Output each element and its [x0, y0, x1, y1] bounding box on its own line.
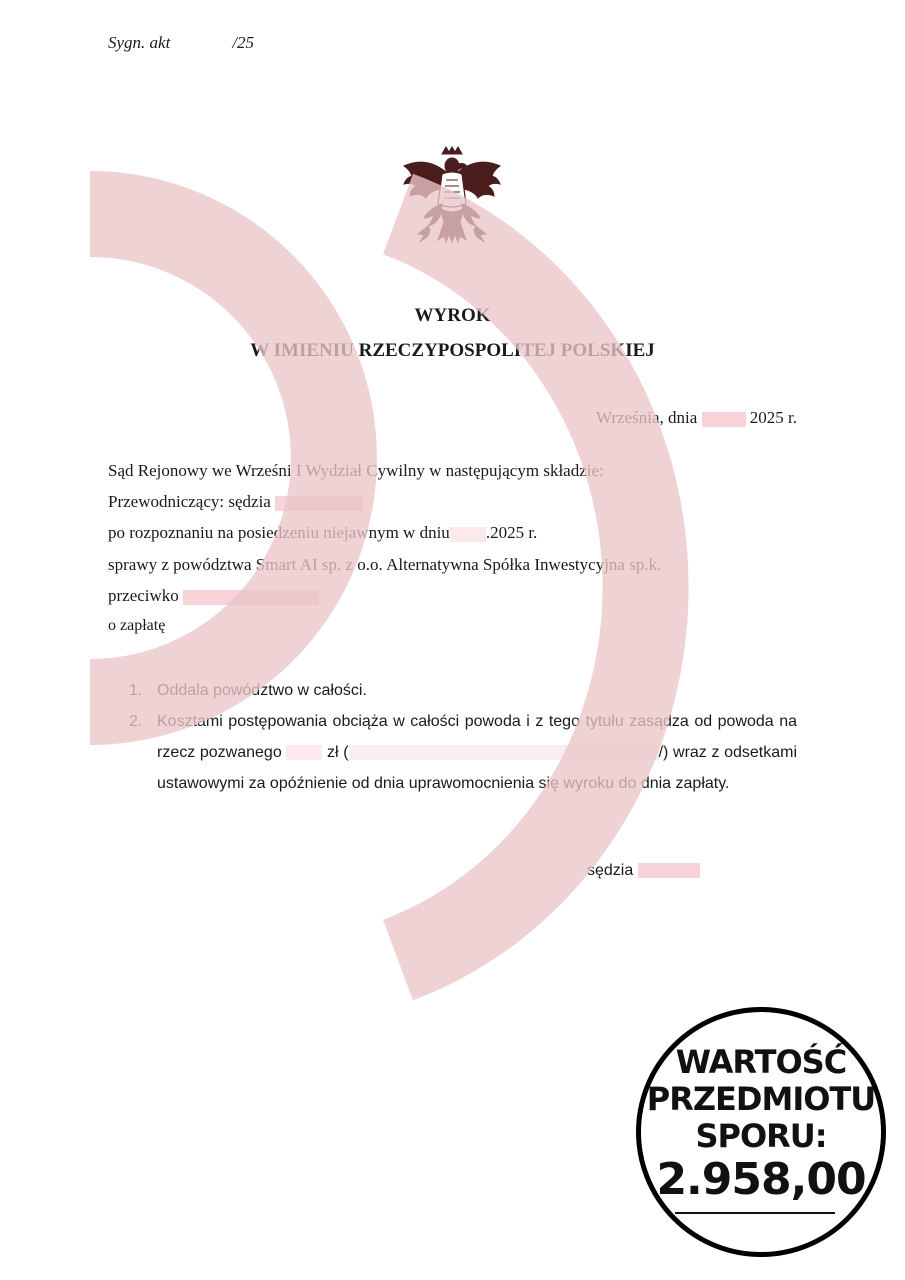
hearing-date-redacted	[450, 527, 486, 542]
case-of-line: sprawy z powództwa Smart AI sp. z o.o. Alternatywna Spółka Inwestycyjna sp.k.	[108, 555, 662, 574]
ruling-item-number: 2.	[129, 713, 143, 730]
court-line: Sąd Rejonowy we Wrześni I Wydział Cywilny w następującym składzie:	[108, 461, 604, 480]
judge-signature-redacted	[638, 863, 700, 878]
judgment-subtitle: W IMIENIU RZECZYPOSPOLITEJ POLSKIEJ	[250, 340, 655, 361]
costs-text-part-1: Kosztami postępowania obciąża w całości powoda i z tego tytułu zasądza od powoda na rzecz pozwanego	[157, 713, 797, 761]
costs-amount-redacted	[286, 745, 322, 760]
hearing-suffix: .2025 r.	[485, 523, 538, 542]
costs-text-part-2: zł (	[327, 744, 349, 761]
ruling-item	[108, 675, 797, 706]
judge-signature-label: sędzia	[587, 862, 634, 879]
judge-name-redacted	[275, 496, 363, 511]
date-redacted	[702, 412, 746, 427]
case-reference-prefix: Sygn. akt	[108, 33, 171, 52]
badge-underline	[675, 1212, 835, 1214]
case-reference	[108, 33, 254, 53]
presiding-judge-label: Przewodniczący: sędzia	[108, 492, 271, 511]
hearing-line	[108, 523, 537, 543]
ruling-item-number: 1.	[129, 682, 143, 699]
subject-line: o zapłatę	[108, 617, 166, 634]
ruling-item	[108, 706, 797, 799]
place-date-suffix: 2025 r.	[749, 408, 797, 427]
judgment-title: WYROK	[414, 305, 491, 326]
amount-in-words-redacted	[349, 745, 659, 760]
ruling-item-text: Oddala powództwo w całości.	[157, 682, 367, 699]
presiding-judge-line	[108, 492, 363, 512]
defendant-name-redacted	[183, 590, 319, 605]
polish-eagle-emblem-icon	[398, 144, 506, 254]
hearing-prefix: po rozpoznaniu na posiedzeniu niejawnym w dniu	[108, 523, 450, 542]
ruling-list	[108, 675, 797, 799]
badge-label-line-2: PRZEDMIOTU	[646, 1080, 876, 1118]
judge-signature	[587, 862, 700, 880]
badge-label-line-1: WARTOŚĆ	[675, 1043, 847, 1081]
costs-text-part-3: /) wraz z odsetkami ustawowymi za opóźnienie od dnia uprawomocnienia się wyroku do dnia zapłaty.	[157, 744, 798, 792]
defendant-line	[108, 586, 319, 606]
place-date-prefix: Września, dnia	[595, 408, 698, 427]
badge-value: 2.958,00	[656, 1154, 866, 1205]
place-and-date	[596, 408, 797, 428]
ruling-item-text	[157, 706, 797, 799]
dispute-value-badge	[636, 1007, 886, 1257]
against-label: przeciwko	[108, 586, 179, 605]
case-reference-suffix: /25	[232, 33, 255, 52]
badge-label-line-3: SPORU:	[695, 1117, 827, 1155]
